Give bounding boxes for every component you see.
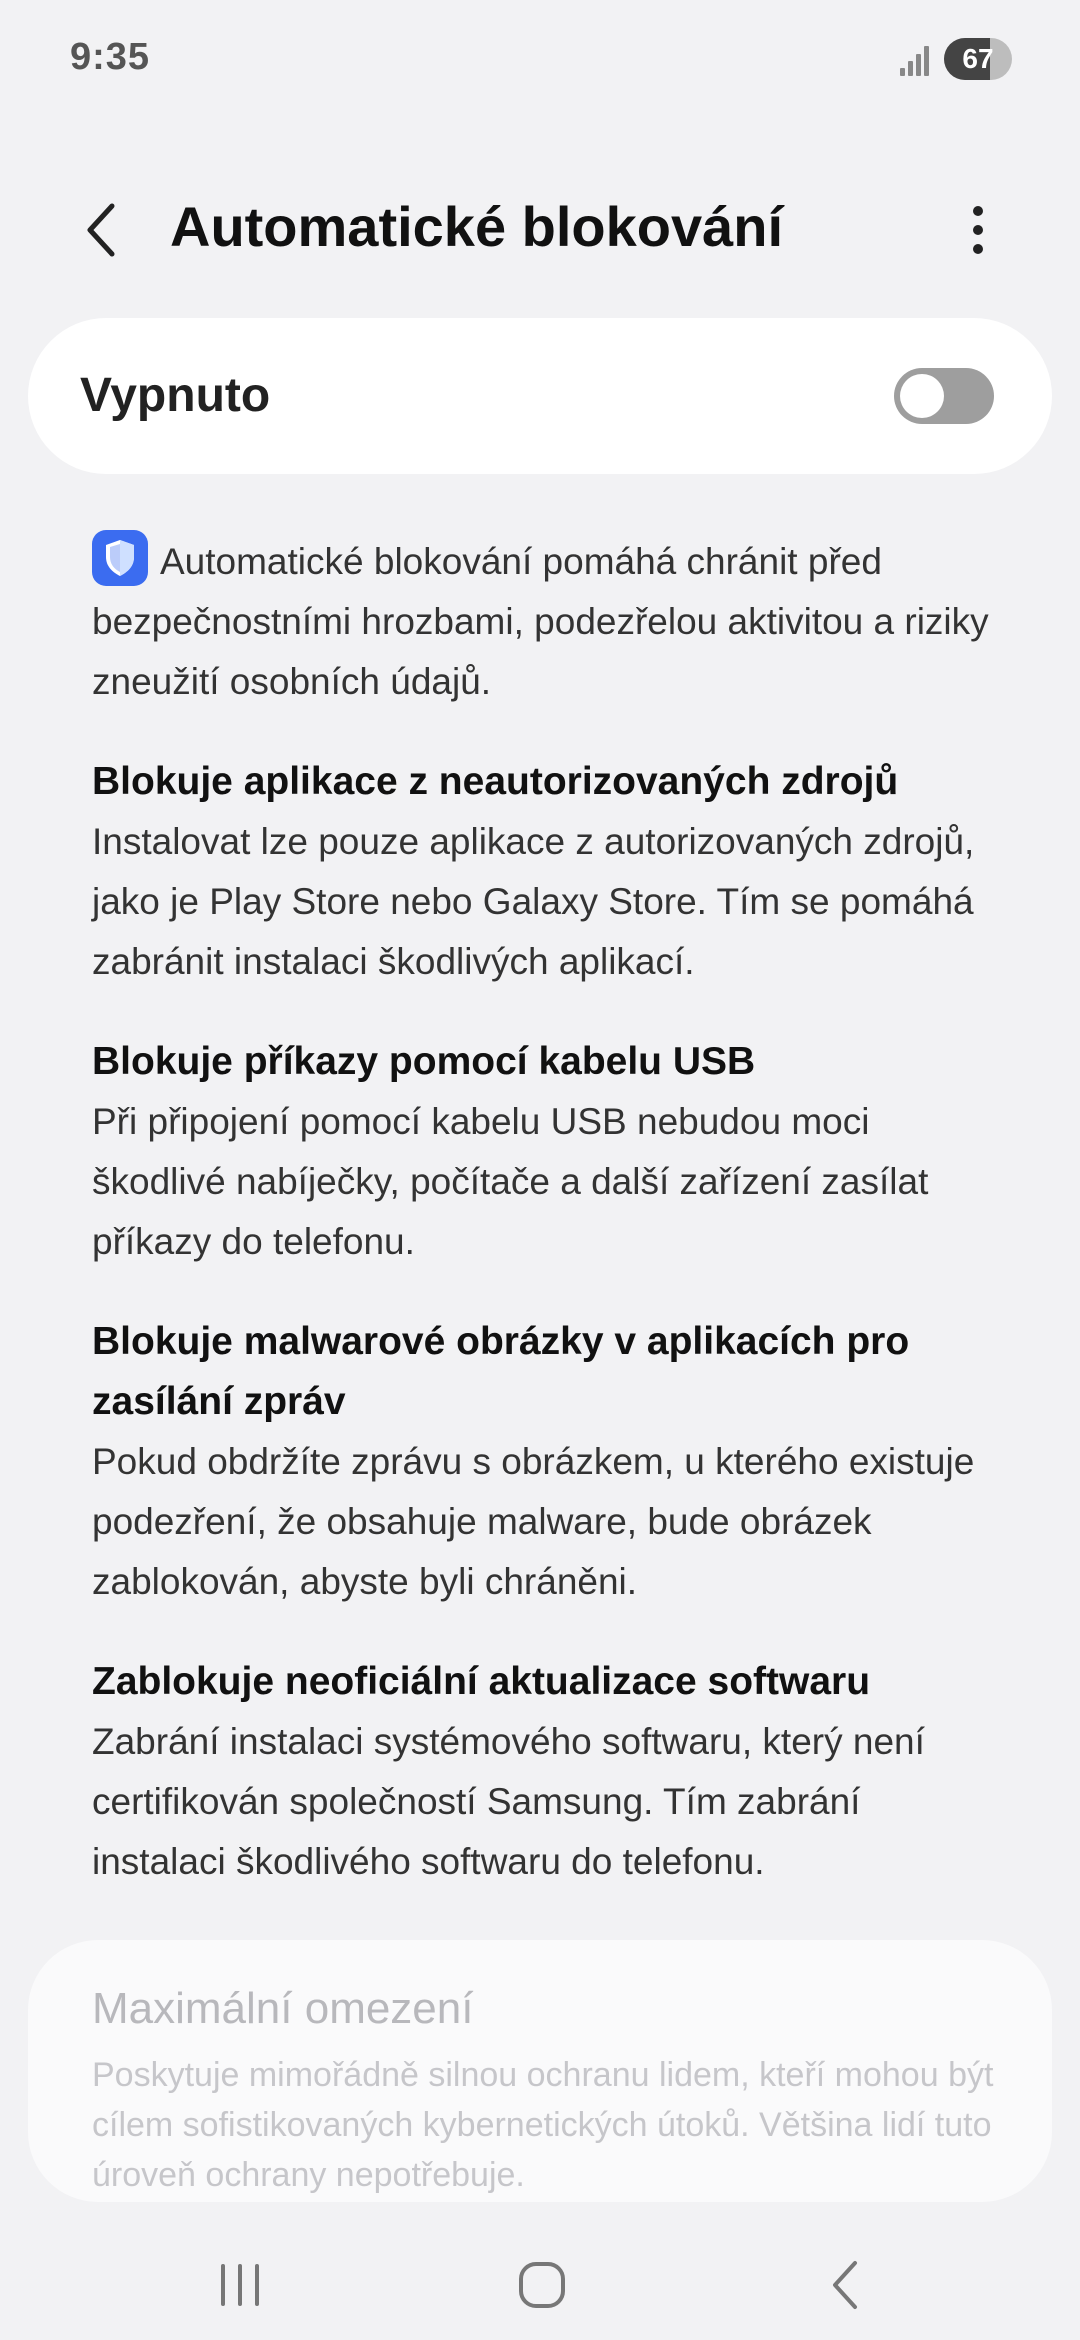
back-icon xyxy=(825,2258,865,2312)
toggle-knob xyxy=(900,374,944,418)
back-button[interactable] xyxy=(72,195,132,265)
signal-icon xyxy=(900,42,934,76)
section-title: Blokuje aplikace z neautorizovaných zdrojů xyxy=(92,760,899,803)
maximum-restriction-description: Poskytuje mimořádně silnou ochranu lidem, kteří mohou být cílem sofistikovaných kybernetických útoků. Většina lidí tuto úroveň ochrany nepotřebuje. xyxy=(92,2056,994,2194)
master-toggle-card[interactable] xyxy=(28,318,1052,474)
intro-text: Automatické blokování pomáhá chránit před bezpečnostními hrozbami, podezřelou aktivitou a riziky zneužití osobních údajů. xyxy=(92,541,989,702)
section-description: Při připojení pomocí kabelu USB nebudou moci škodlivé nabíječky, počítače a další zařízení zasílat příkazy do telefonu. xyxy=(92,1101,929,1262)
nav-back-button[interactable] xyxy=(800,2250,890,2320)
home-icon xyxy=(517,2260,567,2310)
recents-button[interactable] xyxy=(195,2250,285,2320)
page-title: Automatické blokování xyxy=(170,195,784,258)
status-bar xyxy=(0,0,1080,110)
section-title: Zablokuje neoficiální aktualizace softwaru xyxy=(92,1660,871,1703)
recents-icon xyxy=(215,2262,265,2308)
shield-icon xyxy=(92,530,148,586)
navigation-bar xyxy=(0,2230,1080,2340)
battery-level: 67 xyxy=(962,43,994,74)
section-title: Blokuje malwarové obrázky v aplikacích pro zasílání zpráv xyxy=(92,1320,910,1423)
app-header xyxy=(0,180,1080,280)
home-button[interactable] xyxy=(497,2250,587,2320)
section-unofficial-updates xyxy=(92,1652,1002,1892)
section-malware-images xyxy=(92,1312,1002,1612)
toggle-label: Vypnuto xyxy=(80,369,271,422)
battery-icon xyxy=(944,38,1012,80)
chevron-left-icon xyxy=(82,200,122,260)
toggle-switch[interactable] xyxy=(894,368,994,424)
section-description: Zabrání instalaci systémového softwaru, který není certifikován společností Samsung. Tím zabrání instalaci škodlivého softwaru do telefonu. xyxy=(92,1721,925,1882)
section-description: Instalovat lze pouze aplikace z autorizovaných zdrojů, jako je Play Store nebo Galaxy Store. Tím se pomáhá zabránit instalaci škodlivých aplikací. xyxy=(92,821,975,982)
section-usb-commands xyxy=(92,1032,1002,1272)
section-title: Blokuje příkazy pomocí kabelu USB xyxy=(92,1040,756,1083)
description-content xyxy=(92,530,1002,1892)
maximum-restriction-card[interactable] xyxy=(28,1940,1052,2202)
section-unauthorized-sources xyxy=(92,752,1002,992)
section-description: Pokud obdržíte zprávu s obrázkem, u kterého existuje podezření, že obsahuje malware, bude obrázek zablokován, abyste byli chráněni. xyxy=(92,1441,975,1602)
more-options-button[interactable] xyxy=(958,195,998,265)
intro-paragraph xyxy=(92,530,1002,712)
more-vertical-icon xyxy=(973,206,983,216)
maximum-restriction-title: Maximální omezení xyxy=(92,1984,474,2033)
status-time: 9:35 xyxy=(70,36,151,78)
